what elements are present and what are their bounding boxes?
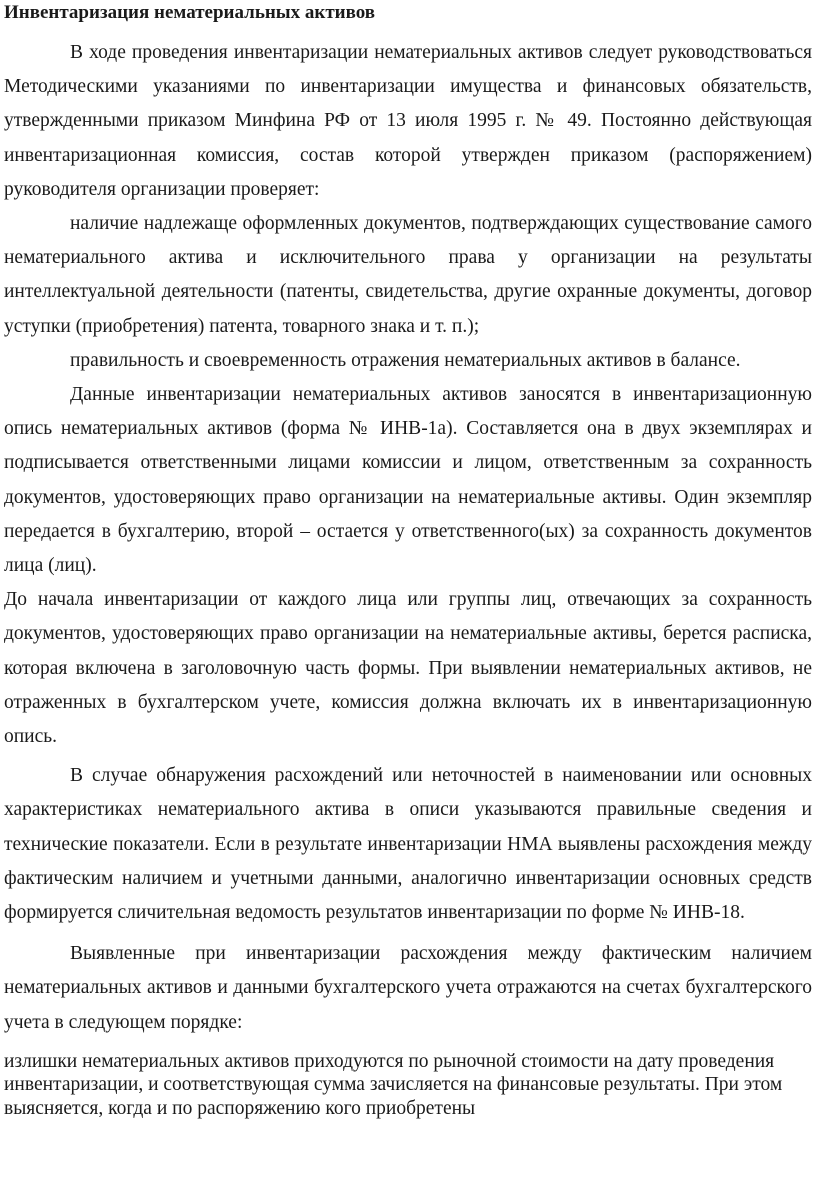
paragraph-discrepancies: В случае обнаружения расхождений или неточностей в наименовании или основных характеристиках нематериального актива в описи указываются правильные сведения и технические показатели. Если в результате инвентаризации НМА выявлены расхождения между фактическим наличием и учетными данными, аналогично инвентаризации основных средств формируется сличительная ведомость результатов инвентаризации по форме № ИНВ-18.	[4, 765, 812, 924]
document-title: Инвентаризация нематериальных активов	[4, 2, 376, 23]
paragraph-surplus: излишки нематериальных активов приходуются по рыночной стоимости на дату проведения инвентаризации, и соответствующая сумма зачисляется на финансовые результаты. При этом выясняется, когда и по распоряжению кого приобретены	[4, 1050, 783, 1119]
paragraph-receipt: До начала инвентаризации от каждого лица или группы лиц, отвечающих за сохранность документов, удостоверяющих право организации на нематериальные активы, берется расписка, которая включена в заголовочную часть формы. При выявлении нематериальных активов, не отраженных в бухгалтерском учете, комиссия должна включать их в инвентаризационную опись.	[4, 589, 812, 748]
paragraph-accounting-order: Выявленные при инвентаризации расхождения между фактическим наличием нематериальных активов и данными бухгалтерского учета отражаются на счетах бухгалтерского учета в следующем порядке:	[4, 943, 812, 1033]
paragraph-documents-check: наличие надлежаще оформленных документов, подтверждающих существование самого нематериального актива и исключительного права у организации на результаты интеллектуальной деятельности (патенты, свидетельства, другие охранные документы, договор уступки (приобретения) патента, товарного знака и т. п.);	[4, 213, 812, 337]
paragraph-inventory-list: Данные инвентаризации нематериальных активов заносятся в инвентаризационную опись нематериальных активов (форма № ИНВ-1а). Составляется она в двух экземплярах и подписывается ответственными лицами комиссии и лицом, ответственным за сохранность документов, удостоверяющих право организации на нематериальные активы. Один экземпляр передается в бухгалтерию, второй – остается у ответственного(ых) за сохранность документов лица (лиц).	[4, 384, 812, 577]
paragraph-guidelines: В ходе проведения инвентаризации нематериальных активов следует руководствоваться Методическими указаниями по инвентаризации имущества и финансовых обязательств, утвержденными приказом Минфина РФ от 13 июля 1995 г. № 49. Постоянно действующая инвентаризационная комиссия, состав которой утвержден приказом (распоряжением) руководителя организации проверяет:	[4, 42, 812, 200]
document-page	[4, 0, 812, 1120]
paragraph-balance-check: правильность и своевременность отражения нематериальных активов в балансе.	[70, 349, 741, 371]
